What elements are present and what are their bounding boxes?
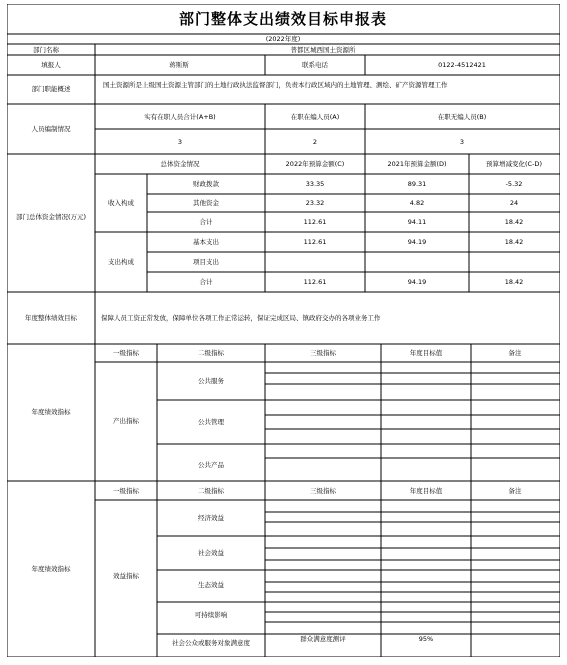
funds-item-header: 总体资金情况 xyxy=(160,160,200,168)
form-title: 部门整体支出绩效目标申报表 xyxy=(178,10,388,28)
income-row-name: 其他资金 xyxy=(193,199,219,207)
income-row-d: 94.11 xyxy=(407,218,427,226)
perf-output-col-level3: 三级指标 xyxy=(310,349,336,357)
funds-label: 部门总体资金情况(万元) xyxy=(15,213,87,221)
expense-row-d: 94.19 xyxy=(407,278,427,286)
perf-benefit-label: 年度绩效指标 xyxy=(31,565,71,573)
income-row-c: 112.61 xyxy=(303,218,327,226)
expense-row-name: 合计 xyxy=(199,278,213,286)
perf-output-col-target: 年度目标值 xyxy=(409,349,443,357)
benefit-indicator-label: 效益指标 xyxy=(113,572,139,580)
income-row-c: 33.35 xyxy=(305,180,325,188)
duty-description: 国土资源所是上级国土资源主管部门的土地行政执法监督部门，负责本行政区域内的土地管理、测绘、矿产资源管理工作 xyxy=(103,81,448,89)
expense-row-diff: 18.42 xyxy=(504,238,524,246)
perf-benefit-col-remark: 备注 xyxy=(508,487,522,495)
expense-row-name: 项目支出 xyxy=(193,258,219,266)
sustainable-impact-label: 可持续影响 xyxy=(194,611,228,619)
satisfaction-label: 社会公众或服务对象满意度 xyxy=(172,639,250,647)
staff-onbudget-value: 2 xyxy=(312,138,318,146)
perf-benefit-col-level3: 三级指标 xyxy=(310,487,336,495)
income-row-name: 合计 xyxy=(199,218,213,226)
overall-goal-label: 年度整体绩效目标 xyxy=(25,314,77,322)
staff-total-header: 实有在职人员合计(A+B) xyxy=(144,113,216,121)
economic-benefit-label: 经济效益 xyxy=(198,514,224,522)
perf-output-col-remark: 备注 xyxy=(508,349,522,357)
performance-goal-form xyxy=(7,4,560,657)
perf-benefit-col-level1: 一级指标 xyxy=(113,487,139,495)
fiscal-year: (2022年度) xyxy=(265,35,301,43)
staff-offbudget-header: 在职无编人员(B) xyxy=(437,113,487,121)
staff-offbudget-value: 3 xyxy=(459,138,465,146)
expense-group-label: 支出构成 xyxy=(108,258,134,266)
form-grid-lines xyxy=(7,4,560,657)
satisfaction-indicator: 群众满意度测评 xyxy=(300,635,346,643)
duty-label: 部门职能概述 xyxy=(31,85,71,93)
income-row-d: 89.31 xyxy=(407,180,427,188)
perf-benefit-col-level2: 二级指标 xyxy=(198,487,224,495)
expense-row-name: 基本支出 xyxy=(193,238,219,246)
staff-onbudget-header: 在职在编人员(A) xyxy=(290,113,340,121)
overall-goal-value: 保障人员工资正常发放，保障单位各项工作正常运转，保证完成区局、镇政府交办的各项业务工作 xyxy=(101,314,381,322)
contact-label: 填报人 xyxy=(41,61,61,69)
social-benefit-label: 社会效益 xyxy=(198,549,224,557)
perf-output-col-level2: 二级指标 xyxy=(198,349,224,357)
staff-label: 人员编制情况 xyxy=(31,125,71,133)
expense-row-c: 112.61 xyxy=(303,238,327,246)
dept-name-label: 部门名称 xyxy=(33,46,59,54)
income-row-c: 23.32 xyxy=(305,199,325,207)
public-management-label: 公共管理 xyxy=(198,418,224,426)
expense-row-diff: 18.42 xyxy=(504,278,524,286)
satisfaction-target: 95% xyxy=(418,635,434,643)
ecological-benefit-label: 生态效益 xyxy=(198,581,224,589)
public-product-label: 公共产品 xyxy=(198,461,224,469)
staff-total-value: 3 xyxy=(177,138,183,146)
budget-2022-header: 2022年预算金额(C) xyxy=(285,160,345,168)
income-group-label: 收入构成 xyxy=(108,199,134,207)
perf-output-label: 年度绩效指标 xyxy=(31,408,71,416)
perf-output-col-level1: 一级指标 xyxy=(113,349,139,357)
phone-label: 联系电话 xyxy=(302,61,328,69)
output-indicator-label: 产出指标 xyxy=(113,417,139,425)
expense-row-c: 112.61 xyxy=(303,278,327,286)
dept-name-value: 普都区城西国土资源所 xyxy=(290,46,356,54)
public-service-label: 公共服务 xyxy=(198,377,224,385)
budget-change-header: 预算增减变化(C-D) xyxy=(486,160,542,168)
budget-2021-header: 2021年预算金额(D) xyxy=(387,160,447,168)
income-row-d: 4.82 xyxy=(409,199,425,207)
phone-value: 0122-4512421 xyxy=(438,61,486,69)
income-row-diff: 18.42 xyxy=(504,218,524,226)
perf-benefit-col-target: 年度目标值 xyxy=(409,487,443,495)
contact-value: 蒋斯斯 xyxy=(169,61,189,69)
expense-row-d: 94.19 xyxy=(407,238,427,246)
income-row-diff: 24 xyxy=(509,199,519,207)
income-row-diff: -5.32 xyxy=(505,180,523,188)
income-row-name: 财政拨款 xyxy=(193,180,219,188)
